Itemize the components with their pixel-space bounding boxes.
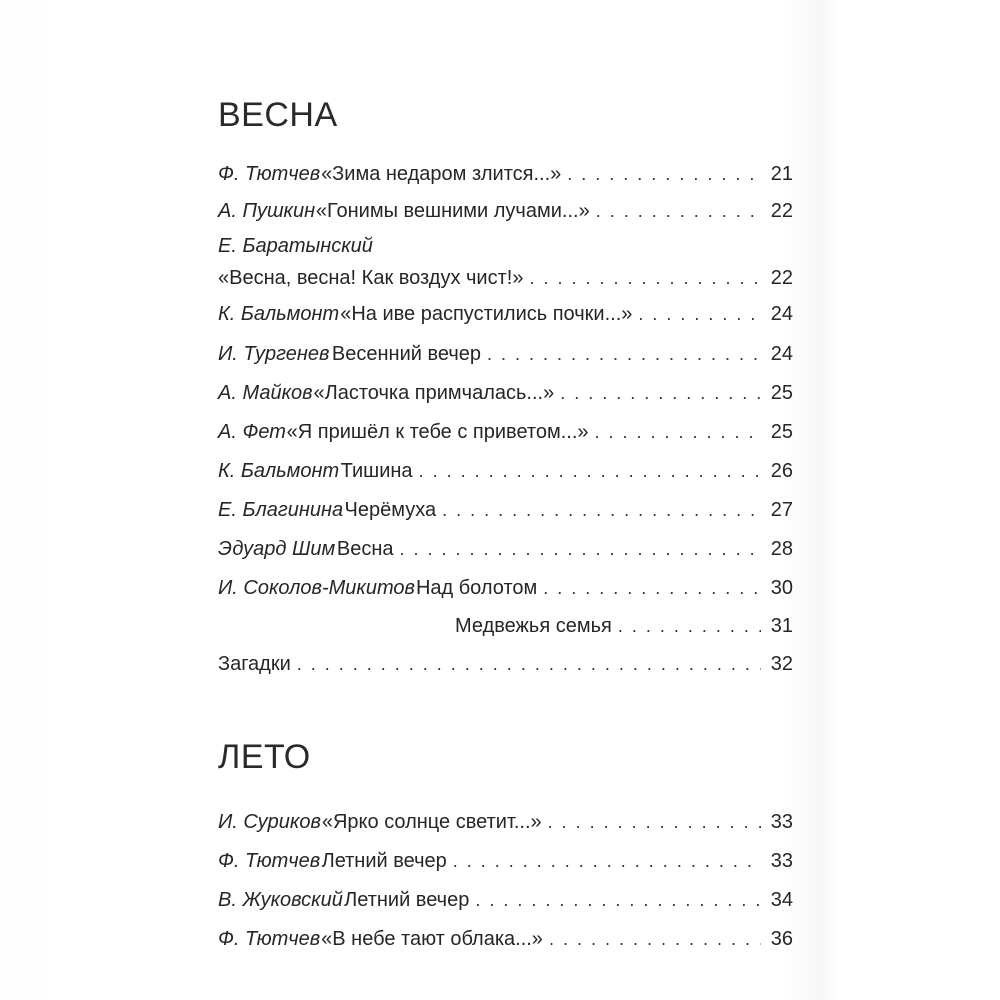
toc-author: Ф. Тютчев <box>218 850 321 872</box>
toc-author: К. Бальмонт <box>218 460 340 482</box>
dot-leader <box>475 884 760 916</box>
section-heading-summer: ЛЕТО <box>218 738 311 776</box>
dot-leader <box>618 610 761 642</box>
toc-title: Тишина <box>340 460 413 482</box>
toc-title: «На иве распустились почки...» <box>340 303 633 325</box>
toc-entry[interactable] <box>218 377 793 409</box>
toc-author: И. Тургенев <box>218 343 330 365</box>
toc-page-number: 25 <box>770 421 793 443</box>
toc-author: И. Суриков <box>218 811 321 833</box>
toc-title: Весна <box>336 538 394 560</box>
dot-leader <box>297 648 761 680</box>
toc-author: И. Соколов-Микитов <box>218 577 415 599</box>
toc-author: А. Фет <box>218 421 286 443</box>
toc-title: Черёмуха <box>344 499 437 521</box>
toc-title: «Гонимы вешними лучами...» <box>315 200 590 222</box>
toc-page-number: 26 <box>770 460 793 482</box>
toc-entry[interactable] <box>218 572 793 604</box>
toc-title: «Весна, весна! Как воздух чист!» <box>218 267 524 289</box>
toc-page-number: 31 <box>770 615 793 637</box>
toc-entry[interactable] <box>455 610 793 642</box>
toc-author: К. Бальмонт <box>218 303 340 325</box>
toc-title: Летний вечер <box>321 850 447 872</box>
toc-author: Ф. Тютчев <box>218 163 321 185</box>
toc-entry[interactable] <box>218 884 793 916</box>
toc-title: Летний вечер <box>344 889 470 911</box>
dot-leader <box>548 806 761 838</box>
toc-page-number: 36 <box>770 928 793 950</box>
toc-entry[interactable] <box>218 648 793 680</box>
toc-entry[interactable] <box>218 298 793 330</box>
dot-leader <box>487 338 761 370</box>
toc-entry[interactable] <box>218 416 793 448</box>
dot-leader <box>560 377 761 409</box>
toc-page-number: 22 <box>770 200 793 222</box>
dot-leader <box>529 262 760 294</box>
toc-entry[interactable] <box>218 338 793 370</box>
dot-leader <box>400 533 761 565</box>
toc-author: Е. Благинина <box>218 499 344 521</box>
dot-leader <box>419 455 761 487</box>
dot-leader <box>453 845 761 877</box>
toc-page-number: 25 <box>770 382 793 404</box>
toc-title: Весенний вечер <box>331 343 482 365</box>
dot-leader <box>543 572 760 604</box>
toc-page-number: 24 <box>770 303 793 325</box>
toc-entry[interactable] <box>218 923 793 955</box>
toc-author: В. Жуковский <box>218 889 343 911</box>
toc-page-number: 33 <box>770 811 793 833</box>
toc-page-number: 22 <box>770 267 793 289</box>
toc-page-number: 32 <box>770 653 793 675</box>
dot-leader <box>595 416 761 448</box>
toc-entry[interactable] <box>218 533 793 565</box>
toc-entry[interactable] <box>218 806 793 838</box>
section-heading-spring: ВЕСНА <box>218 96 338 134</box>
toc-author: Ф. Тютчев <box>218 928 321 950</box>
toc-entry[interactable] <box>218 845 793 877</box>
toc-page-number: 27 <box>770 499 793 521</box>
toc-title: «В небе тают облака...» <box>321 928 543 950</box>
toc-entry[interactable] <box>218 158 793 190</box>
toc-title: «Ласточка примчалась...» <box>313 382 555 404</box>
toc-entry[interactable] <box>218 262 793 294</box>
toc-title: «Зима недаром злится...» <box>321 163 562 185</box>
toc-page-number: 30 <box>770 577 793 599</box>
toc-entry[interactable] <box>218 195 793 227</box>
toc-entry[interactable] <box>218 494 793 526</box>
toc-author: Е. Баратынский <box>218 235 373 257</box>
dot-leader <box>567 158 760 190</box>
dot-leader <box>596 195 761 227</box>
toc-title: «Я пришёл к тебе с приветом...» <box>286 421 589 443</box>
toc-page-number: 28 <box>770 538 793 560</box>
toc-title: Медвежья семья <box>455 615 612 637</box>
dot-leader <box>549 923 761 955</box>
toc-page-number: 33 <box>770 850 793 872</box>
toc-title: Над болотом <box>415 577 538 599</box>
dot-leader <box>638 298 760 330</box>
toc-entry[interactable] <box>218 455 793 487</box>
toc-title: «Ярко солнце светит...» <box>321 811 542 833</box>
toc-author: А. Пушкин <box>218 200 316 222</box>
dot-leader <box>442 494 761 526</box>
toc-page-number: 24 <box>770 343 794 365</box>
toc-author: А. Майков <box>218 382 313 404</box>
toc-page-number: 21 <box>770 163 793 185</box>
toc-page-number: 34 <box>770 889 793 911</box>
toc-title: Загадки <box>218 653 291 675</box>
toc-author: Эдуард Шим <box>218 538 336 560</box>
